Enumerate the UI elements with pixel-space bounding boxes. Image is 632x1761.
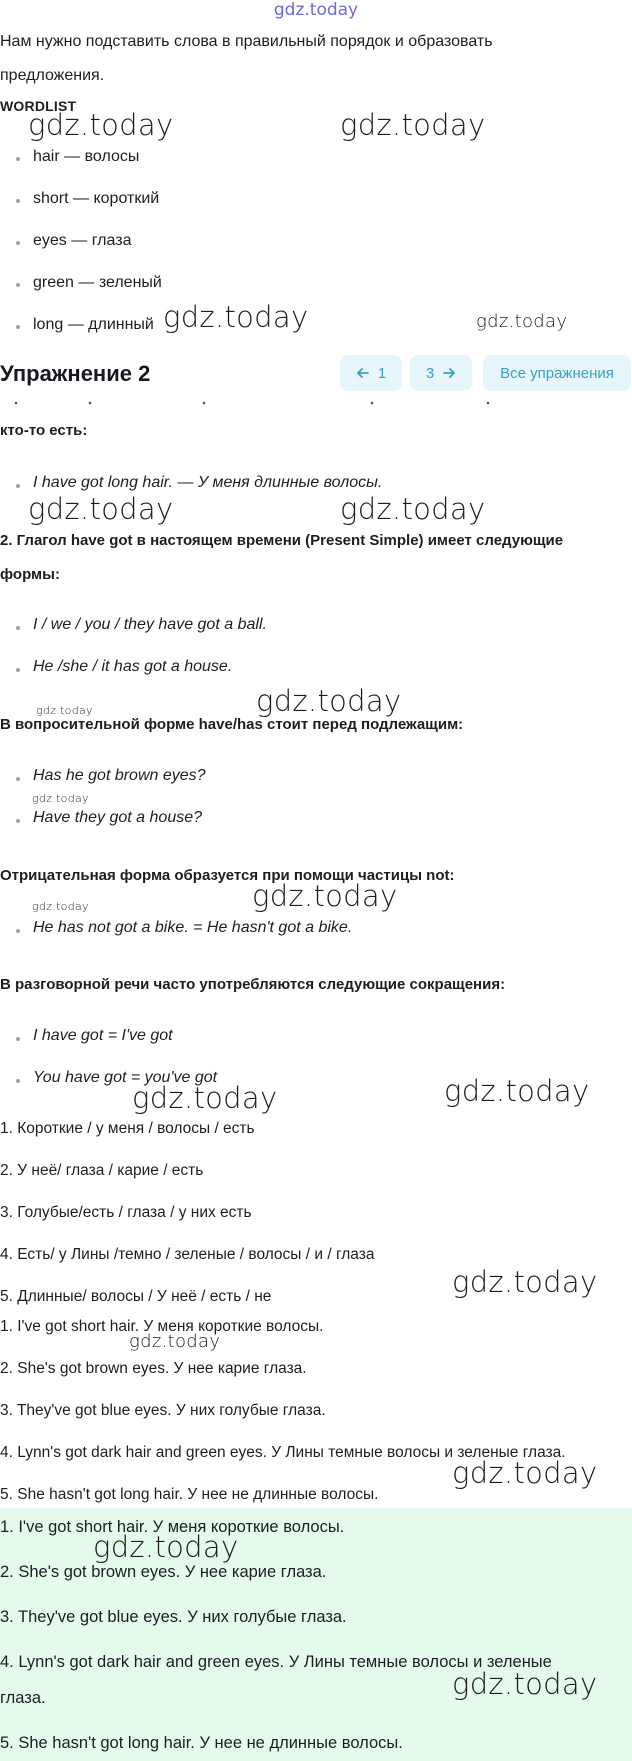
bullet (16, 668, 20, 672)
bullet (16, 777, 20, 781)
answer-box-line: глаза. (0, 1689, 46, 1707)
answer-line: 5. She hasn't got long hair. У нее не длинные волосы. (0, 1486, 379, 1503)
question-heading: В вопросительной форме have/has стоит перед подлежащим: (0, 716, 464, 733)
contraction-example: You have got = you've got (33, 1069, 218, 1086)
bullet (16, 929, 20, 933)
bullet (16, 819, 20, 823)
answer-line: 1. I've got short hair. У меня короткие волосы. (0, 1318, 324, 1335)
grammar-form: I / we / you / they have got a ball. (33, 616, 267, 633)
answer-line: 2. She's got brown eyes. У нее карие глаза. (0, 1360, 307, 1377)
bullet (16, 283, 20, 287)
watermark: gdz.today (36, 704, 93, 717)
question-example: Has he got brown eyes? (33, 767, 206, 784)
negative-example: He has not got a bike. = He hasn't got a bike. (33, 919, 353, 936)
watermark: gdz.today (163, 300, 309, 334)
bullet (16, 1037, 20, 1041)
negative-heading: Отрицательная форма образуется при помощи частицы not: (0, 867, 455, 884)
answer-box-line: 4. Lynn's got dark hair and green eyes. У Лины темные волосы и зеленые (0, 1653, 552, 1671)
wordlist-item: hair — волосы (33, 148, 140, 165)
bullet (16, 241, 20, 245)
wordlist-item: long — длинный (33, 316, 154, 333)
watermark: gdz.today (452, 1456, 598, 1490)
wordlist-item: eyes — глаза (33, 232, 132, 249)
watermark: gdz.today (452, 1667, 598, 1701)
watermark: gdz.today (340, 108, 486, 142)
contraction-example: I have got = I've got (33, 1027, 173, 1044)
cut-off-text-remnant (0, 400, 632, 406)
wordlist-item: green — зеленый (33, 274, 162, 291)
exercise-title: Упражнение 2 (0, 361, 151, 386)
grammar-point-2-line-2: формы: (0, 566, 60, 583)
bullet (16, 1079, 20, 1083)
top-watermark: gdz.today (273, 0, 359, 20)
task-line: 2. У неё/ глаза / карие / есть (0, 1162, 204, 1179)
watermark: gdz.today (28, 108, 174, 142)
watermark: gdz.today (476, 311, 568, 332)
answer-box-line: 5. She hasn't got long hair. У нее не длинные волосы. (0, 1734, 403, 1752)
prev-exercise-label: 1 (377, 364, 387, 382)
bullet (16, 484, 20, 488)
wordlist-title: WORDLIST (0, 98, 77, 114)
all-exercises-button[interactable] (483, 355, 631, 391)
task-line: 3. Голубые/есть / глаза / у них есть (0, 1204, 252, 1221)
grammar-point-2-line-1: 2. Глагол have got в настоящем времени (Present Simple) имеет следующие (0, 532, 564, 549)
answer-box-line: 1. I've got short hair. У меня короткие волосы. (0, 1518, 345, 1536)
grammar-form: He /she / it has got a house. (33, 658, 233, 675)
watermark: gdz.today (444, 1074, 590, 1108)
task-line: 5. Длинные/ волосы / У неё / есть / не (0, 1288, 272, 1305)
watermark: gdz.today (252, 879, 398, 913)
watermark: gdz.today (129, 1331, 221, 1352)
arrow-left-icon (356, 366, 370, 380)
watermark: gdz.today (256, 684, 402, 718)
next-exercise-label: 3 (425, 364, 435, 382)
grammar-fragment: кто-то есть: (0, 422, 88, 439)
question-example: Have they got a house? (33, 809, 203, 826)
answer-line: 3. They've got blue eyes. У них голубые глаза. (0, 1402, 326, 1419)
watermark: gdz.today (93, 1530, 239, 1564)
answer-line: 4. Lynn's got dark hair and green eyes. У Лины темные волосы и зеленые глаза. (0, 1444, 566, 1461)
watermark: gdz.today (28, 492, 174, 526)
bullet (16, 157, 20, 161)
watermark: gdz.today (32, 792, 89, 805)
contractions-heading: В разговорной речи часто употребляются следующие сокращения: (0, 976, 506, 993)
task-line: 4. Есть/ у Лины /темно / зеленые / волосы / и / глаза (0, 1246, 375, 1263)
next-exercise-button[interactable] (410, 355, 472, 391)
watermark: gdz.today (340, 492, 486, 526)
bullet (16, 325, 20, 329)
bullet (16, 626, 20, 630)
intro-line-1: Нам нужно подставить слова в правильный порядок и образовать (0, 33, 493, 50)
grammar-example: I have got long hair. — У меня длинные волосы. (33, 474, 383, 491)
all-exercises-label: Все упражнения (500, 364, 614, 382)
arrow-right-icon (442, 366, 456, 380)
bullet (16, 199, 20, 203)
answer-box-line: 3. They've got blue eyes. У них голубые глаза. (0, 1608, 347, 1626)
watermark: gdz.today (452, 1265, 598, 1299)
wordlist-item: short — короткий (33, 190, 160, 207)
answer-box-line: 2. She's got brown eyes. У нее карие глаза. (0, 1563, 327, 1581)
task-line: 1. Короткие / у меня / волосы / есть (0, 1120, 255, 1137)
watermark: gdz.today (32, 900, 89, 913)
watermark: gdz.today (132, 1081, 278, 1115)
intro-line-2: предложения. (0, 67, 105, 84)
prev-exercise-button[interactable] (340, 355, 402, 391)
